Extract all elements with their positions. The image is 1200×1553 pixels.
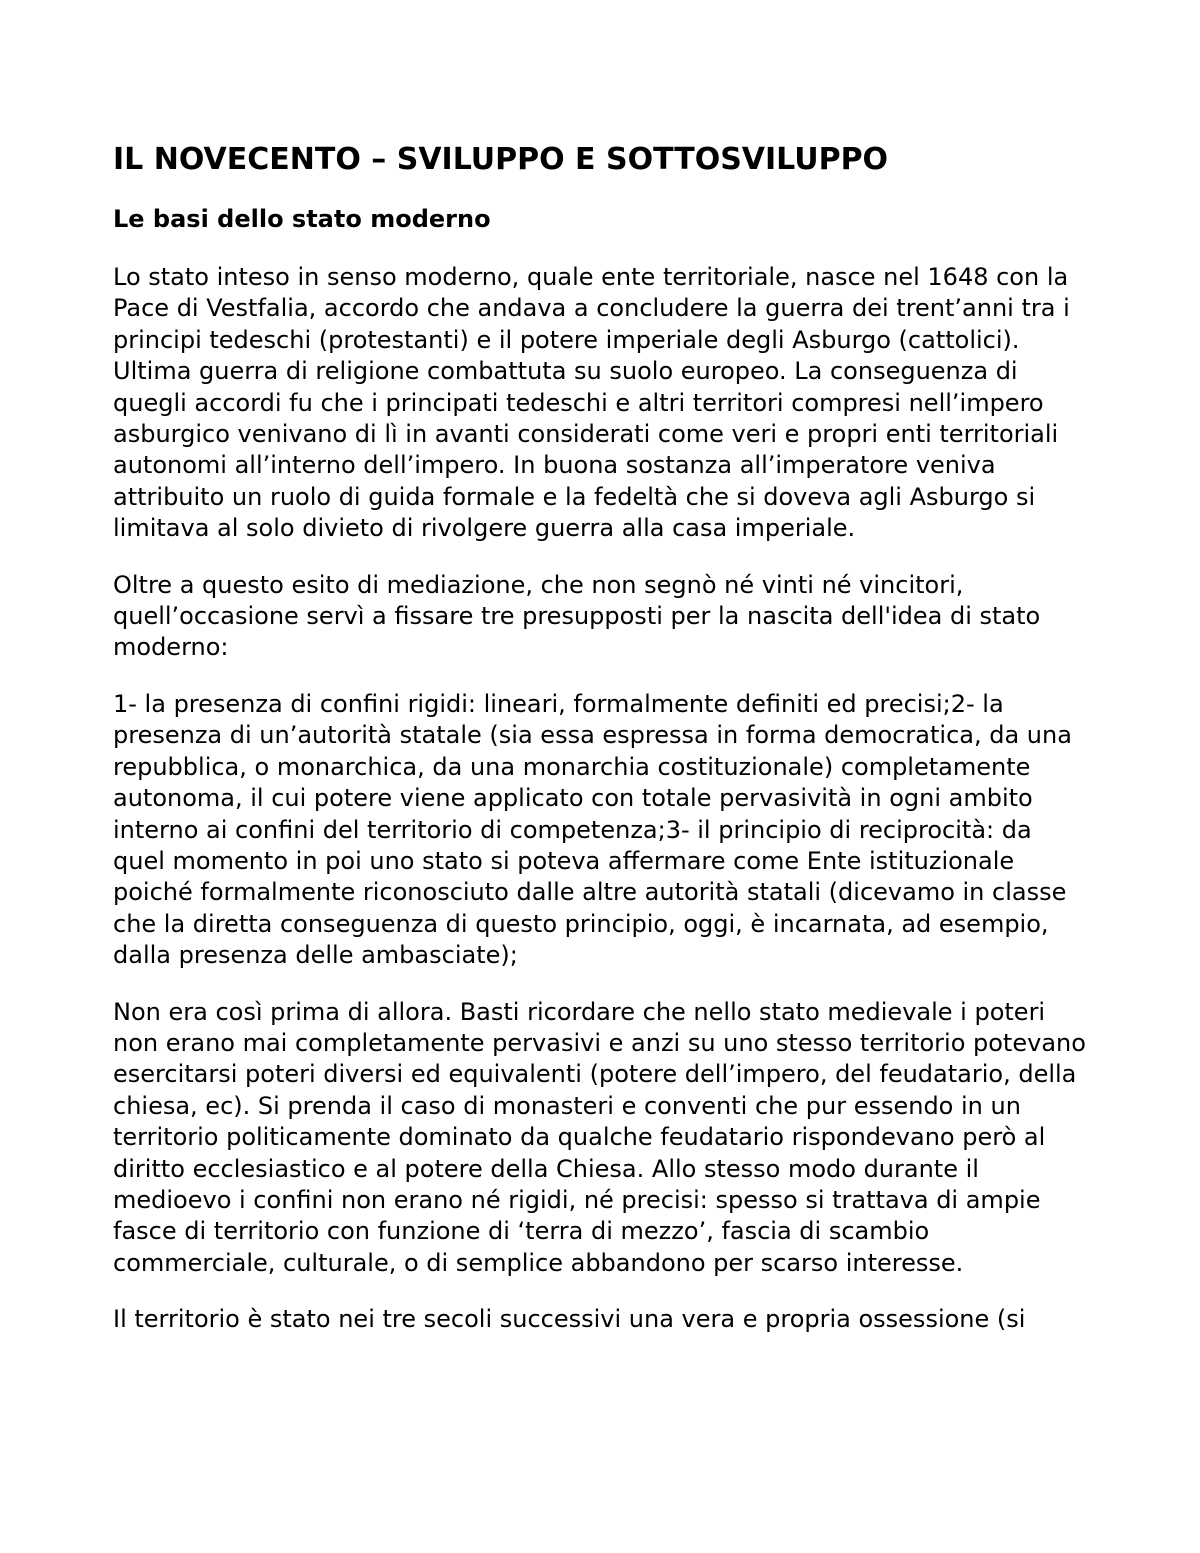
paragraph-stato-medievale: Non era così prima di allora. Basti ricordare che nello stato medievale i poteri non erano mai completamente pervasivi e anzi su uno stesso territorio potevano esercitarsi poteri diversi ed equivalenti (potere dell’impero, del feudatario, della chiesa, ec). Si prenda il caso di monasteri e conventi che pur essendo in un territorio politicamente dominato da qualche feudatario rispondevano però al diritto ecclesiastico e al potere della Chiesa. Allo stesso modo durante il medioevo i confini non erano né rigidi, né precisi: spesso si trattava di ampie fasce di territorio con funzione di ‘terra di mezzo’, fascia di scambio commerciale, culturale, o di semplice abbandono per scarso interesse. xyxy=(113,997,1086,1277)
document-body xyxy=(113,140,1088,1336)
paragraph-vestfalia: Lo stato inteso in senso moderno, quale ente territoriale, nasce nel 1648 con la Pace di Vestfalia, accordo che andava a concludere la guerra dei trent’anni tra i principi tedeschi (protestanti) e il potere imperiale degli Asburgo (cattolici). Ultima guerra di religione combattuta su suolo europeo. La conseguenza di quegli accordi fu che i principati tedeschi e altri territori compresi nell’impero asburgico venivano di lì in avanti considerati come veri e propri enti territoriali autonomi all’interno dell’impero. In buona sostanza all’imperatore veniva attribuito un ruolo di guida formale e la fedeltà che si doveva agli Asburgo si limitava al solo divieto di rivolgere guerra alla casa imperiale. xyxy=(113,263,1070,543)
section-heading: Le basi dello stato moderno xyxy=(113,205,491,233)
document-title: IL NOVECENTO – SVILUPPO E SOTTOSVILUPPO xyxy=(113,142,889,177)
paragraph-mediazione: Oltre a questo esito di mediazione, che non segnò né vinti né vincitori, quell’occasione servì a fissare tre presupposti per la nascita dell'idea di stato moderno: xyxy=(113,570,1041,662)
paragraph-territorio: Il territorio è stato nei tre secoli successivi una vera e propria ossessione (si xyxy=(113,1305,1026,1334)
paragraph-presupposti: 1- la presenza di confini rigidi: lineari, formalmente definiti ed precisi;2- la presenza di un’autorità statale (sia essa espressa in forma democratica, da una repubblica, o monarchica, da una monarchia costituzionale) completamente autonoma, il cui potere viene applicato con totale pervasività in ogni ambito interno ai confini del territorio di competenza;3- il principio di reciprocità: da quel momento in poi uno stato si poteva affermare come Ente istituzionale poiché formalmente riconosciuto dalle altre autorità statali (dicevamo in classe che la diretta conseguenza di questo principio, oggi, è incarnata, ad esempio, dalla presenza delle ambasciate); xyxy=(113,689,1072,970)
